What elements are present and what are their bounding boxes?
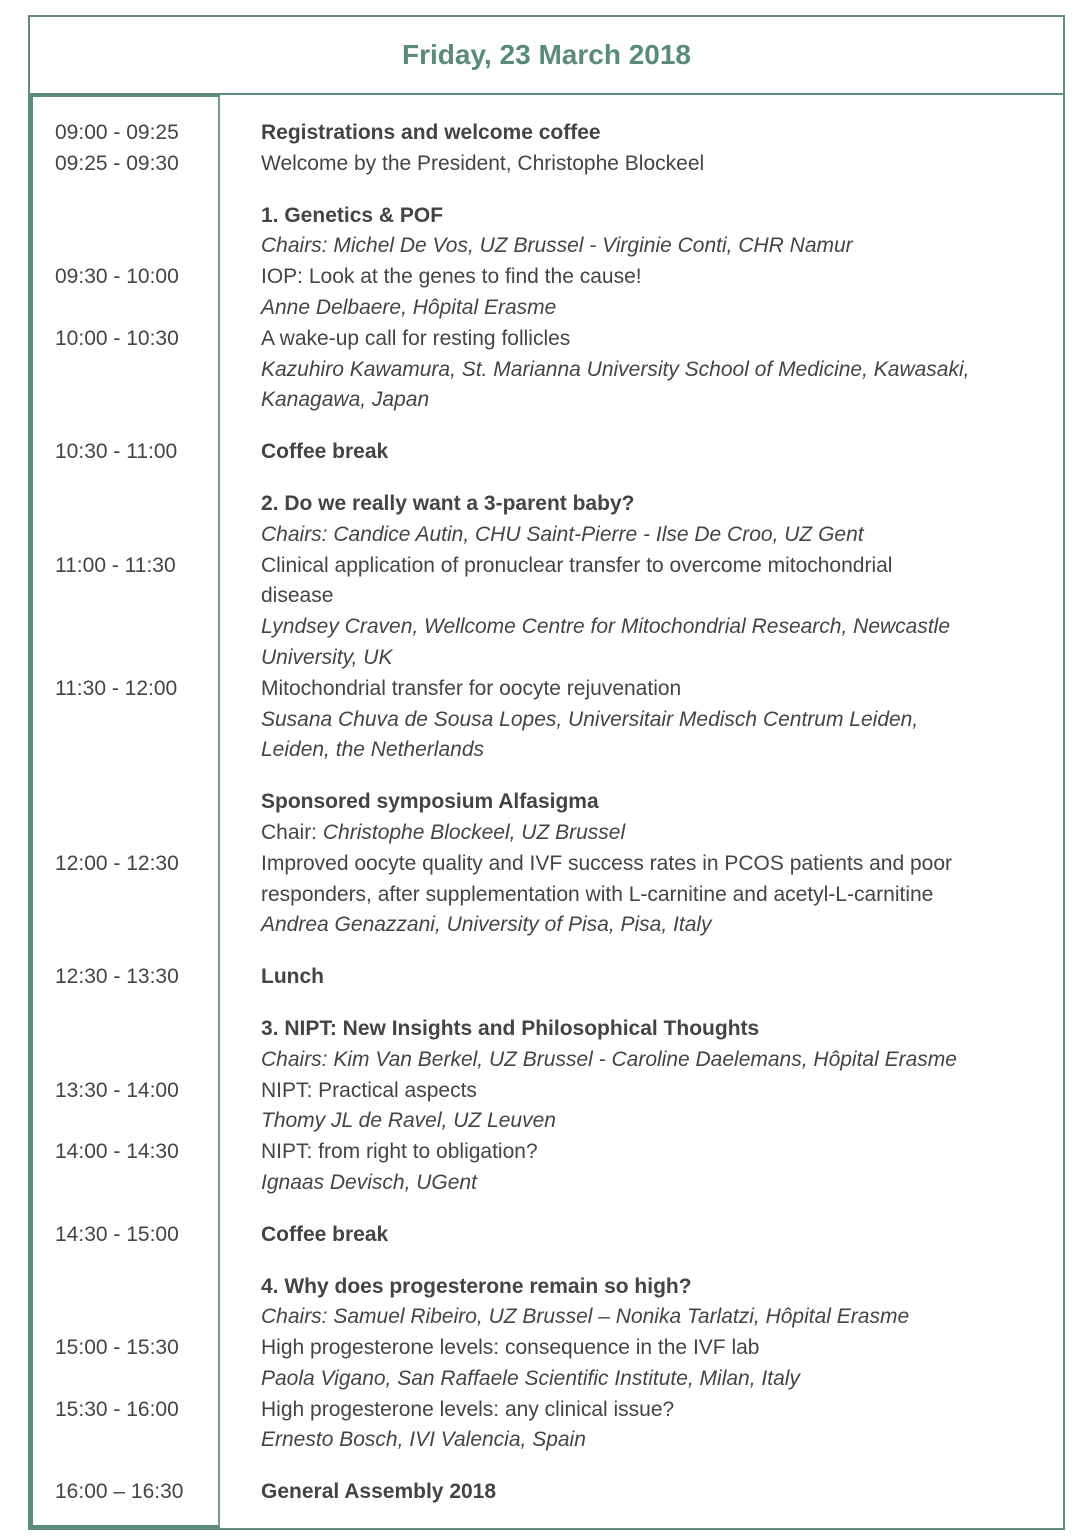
- chair-name: Christophe Blockeel, UZ Brussel: [322, 820, 626, 844]
- schedule-body: [30, 118, 1063, 1529]
- time-slot: 09:00 - 09:25: [55, 121, 179, 144]
- schedule-row: [30, 551, 1063, 613]
- session-title: Coffee break: [261, 440, 389, 464]
- schedule-row: [30, 262, 1063, 293]
- day-title: Friday, 23 March 2018: [402, 39, 691, 70]
- schedule-row: [30, 1045, 1063, 1076]
- schedule-block: [30, 1220, 1063, 1251]
- schedule-block: [30, 1014, 1063, 1199]
- speaker-or-chair: Chairs: Kim Van Berkel, UZ Brussel - Caroline Daelemans, Hôpital Erasme: [261, 1047, 957, 1071]
- time-slot: 11:30 - 12:00: [55, 676, 178, 700]
- time-slot: [30, 293, 261, 324]
- time-slot: [30, 231, 261, 262]
- schedule-row: [30, 1106, 1063, 1137]
- schedule-row: [30, 849, 1063, 911]
- time-slot: [30, 1425, 261, 1456]
- time-slot: [30, 1272, 261, 1303]
- schedule-row: [30, 1220, 1063, 1251]
- schedule-row: [30, 437, 1063, 468]
- session-title: 2. Do we really want a 3-parent baby?: [261, 491, 635, 515]
- time-slot: [30, 1014, 261, 1045]
- schedule-row: [30, 1333, 1063, 1364]
- speaker-or-chair: Paola Vigano, San Raffaele Scientific Institute, Milan, Italy: [261, 1366, 800, 1390]
- schedule-block: [30, 1477, 1063, 1508]
- schedule-row: [30, 201, 1063, 232]
- session-title: Registrations and welcome coffee: [261, 121, 601, 144]
- schedule-row: [30, 1168, 1063, 1199]
- schedule-row: [30, 962, 1063, 993]
- talk-title: NIPT: from right to obligation?: [261, 1140, 538, 1164]
- schedule-row: [30, 612, 1063, 674]
- speaker-or-chair: Kazuhiro Kawamura, St. Marianna University School of Medicine, Kawasaki, Kanagawa, Japan: [261, 357, 970, 412]
- schedule-row: [30, 1272, 1063, 1303]
- schedule-block: [30, 437, 1063, 468]
- talk-title: Improved oocyte quality and IVF success rates in PCOS patients and poor responders, after supplementation with L-carnitine and acetyl-L-carnitine: [261, 851, 953, 906]
- talk-title: Mitochondrial transfer for oocyte rejuvenation: [261, 676, 682, 700]
- schedule-row: [30, 705, 1063, 767]
- time-slot: [30, 355, 261, 417]
- time-slot: 10:30 - 11:00: [55, 440, 178, 464]
- schedule-row: [30, 293, 1063, 324]
- session-title: Sponsored symposium Alfasigma: [261, 790, 599, 814]
- schedule-row: [30, 118, 1063, 149]
- schedule-block: [30, 201, 1063, 417]
- chair-label: Chair:: [261, 820, 323, 844]
- time-slot: [30, 520, 261, 551]
- time-slot: 14:30 - 15:00: [55, 1222, 179, 1246]
- session-title: Lunch: [261, 965, 324, 989]
- schedule-row: [30, 149, 1063, 180]
- schedule-row: [30, 231, 1063, 262]
- schedule-row: [30, 1395, 1063, 1426]
- speaker-or-chair: Susana Chuva de Sousa Lopes, Universitair Medisch Centrum Leiden, Leiden, the Netherlands: [261, 707, 919, 762]
- schedule-row: [30, 1076, 1063, 1107]
- schedule-row: [30, 1477, 1063, 1508]
- session-title: 3. NIPT: New Insights and Philosophical Thoughts: [261, 1016, 760, 1040]
- schedule-block: [30, 787, 1063, 941]
- talk-title: NIPT: Practical aspects: [261, 1078, 477, 1102]
- schedule-row: [30, 1137, 1063, 1168]
- time-slot: [30, 910, 261, 941]
- speaker-or-chair: [261, 818, 1063, 849]
- speaker-or-chair: Ernesto Bosch, IVI Valencia, Spain: [261, 1428, 586, 1452]
- time-slot: [30, 818, 261, 849]
- time-slot: 15:00 - 15:30: [55, 1336, 179, 1360]
- time-slot: 12:30 - 13:30: [55, 965, 179, 989]
- speaker-or-chair: Andrea Genazzani, University of Pisa, Pisa, Italy: [261, 913, 712, 937]
- session-title: 1. Genetics & POF: [261, 203, 444, 227]
- speaker-or-chair: Chairs: Candice Autin, CHU Saint-Pierre - Ilse De Croo, UZ Gent: [261, 522, 864, 546]
- time-slot: [30, 489, 261, 520]
- speaker-or-chair: Chairs: Michel De Vos, UZ Brussel - Virginie Conti, CHR Namur: [261, 234, 853, 258]
- time-slot: [30, 705, 261, 767]
- schedule-block: [30, 962, 1063, 993]
- schedule-row: [30, 910, 1063, 941]
- speaker-or-chair: Lyndsey Craven, Wellcome Centre for Mitochondrial Research, Newcastle University, UK: [261, 615, 951, 669]
- talk-title: High progesterone levels: consequence in the IVF lab: [261, 1336, 760, 1360]
- session-title: 4. Why does progesterone remain so high?: [261, 1274, 692, 1298]
- schedule-row: [30, 787, 1063, 818]
- time-slot: 15:30 - 16:00: [55, 1397, 179, 1421]
- schedule-row: [30, 1364, 1063, 1395]
- day-header: [30, 17, 1063, 95]
- time-slot: [30, 1106, 261, 1137]
- session-title: Coffee break: [261, 1222, 389, 1246]
- time-slot: 14:00 - 14:30: [55, 1140, 179, 1164]
- talk-title: Welcome by the President, Christophe Blockeel: [261, 151, 705, 175]
- speaker-or-chair: Anne Delbaere, Hôpital Erasme: [261, 295, 557, 319]
- time-slot: [30, 1168, 261, 1199]
- schedule-row: [30, 324, 1063, 355]
- schedule-row: [30, 818, 1063, 849]
- schedule-block: [30, 118, 1063, 180]
- time-slot: [30, 1364, 261, 1395]
- speaker-or-chair: Chairs: Samuel Ribeiro, UZ Brussel – Nonika Tarlatzi, Hôpital Erasme: [261, 1305, 910, 1329]
- talk-title: IOP: Look at the genes to find the cause!: [261, 265, 642, 289]
- time-slot: [30, 787, 261, 818]
- time-slot: [30, 612, 261, 674]
- time-slot: 09:25 - 09:30: [55, 151, 179, 175]
- program-table: [28, 15, 1065, 1530]
- talk-title: A wake-up call for resting follicles: [261, 326, 571, 350]
- talk-title: High progesterone levels: any clinical issue?: [261, 1397, 675, 1421]
- time-slot: 12:00 - 12:30: [55, 851, 179, 875]
- schedule-row: [30, 1014, 1063, 1045]
- talk-title: Clinical application of pronuclear transfer to overcome mitochondrial disease: [261, 553, 893, 608]
- schedule-row: [30, 1425, 1063, 1456]
- schedule-row: [30, 520, 1063, 551]
- schedule-block: [30, 489, 1063, 766]
- time-slot: 16:00 – 16:30: [55, 1480, 184, 1504]
- schedule-block: [30, 1272, 1063, 1457]
- time-slot: 13:30 - 14:00: [55, 1078, 179, 1102]
- time-slot: 11:00 - 11:30: [55, 553, 176, 577]
- schedule-row: [30, 355, 1063, 417]
- time-slot: [30, 1302, 261, 1333]
- schedule-row: [30, 1302, 1063, 1333]
- time-slot: [30, 1045, 261, 1076]
- session-title: General Assembly 2018: [261, 1480, 497, 1504]
- speaker-or-chair: Thomy JL de Ravel, UZ Leuven: [261, 1109, 556, 1133]
- schedule-row: [30, 674, 1063, 705]
- time-slot: [30, 201, 261, 232]
- time-slot: 10:00 - 10:30: [55, 326, 179, 350]
- schedule-row: [30, 489, 1063, 520]
- time-slot: 09:30 - 10:00: [55, 265, 179, 289]
- speaker-or-chair: Ignaas Devisch, UGent: [261, 1170, 477, 1194]
